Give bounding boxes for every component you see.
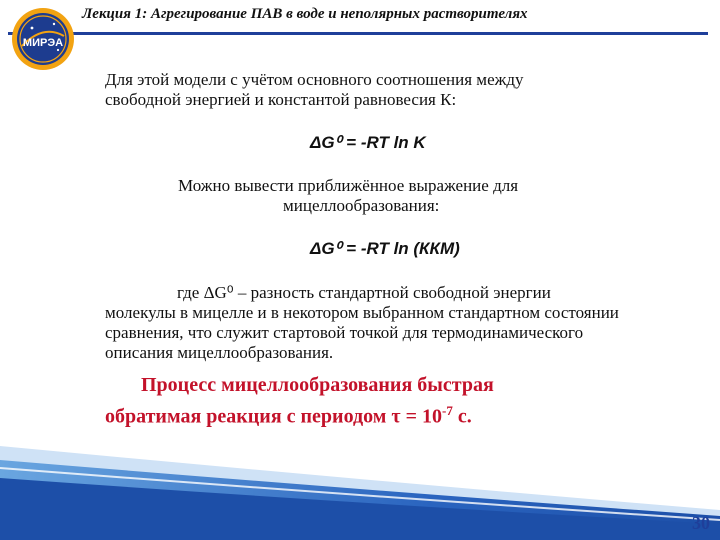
where-paragraph: где ΔG⁰ – разность стандартной свободной энергии молекулы в мицелле и в некотором выбранном стандартном состоянии сравнения, что служит стартовой точкой для термодинамического описания мицеллообразования. [105,283,619,362]
header-rule [8,32,708,35]
page-number: 30 [692,513,710,533]
intro-text: Для этой модели с учётом основного соотношения между свободной энергией и константой равновесия К: [105,70,524,109]
footer-wave-decoration [0,420,720,540]
tau-exponent: -7 [441,403,453,418]
tau-unit: с. [452,405,472,428]
highlight-line-2-text: обратимая реакция с периодом [105,405,392,428]
middle-line-2: мицеллообразования: [283,196,440,215]
lecture-title: Лекция 1: Агрегирование ПАВ в воде и неполярных растворителях [82,6,528,22]
tau-expression: τ = 10 [391,405,442,428]
middle-line-1: Можно вывести приближённое выражение для [178,176,519,195]
logo-text: МИРЭА [22,37,64,49]
formula-gibbs-k: ΔG⁰ = -RT ln K [310,133,426,152]
formula-gibbs-kkm: ΔG⁰ = -RT ln (ККМ) [310,239,460,258]
mirea-logo [10,6,76,72]
highlight-line-1: Процесс мицеллообразования быстрая [141,374,494,396]
